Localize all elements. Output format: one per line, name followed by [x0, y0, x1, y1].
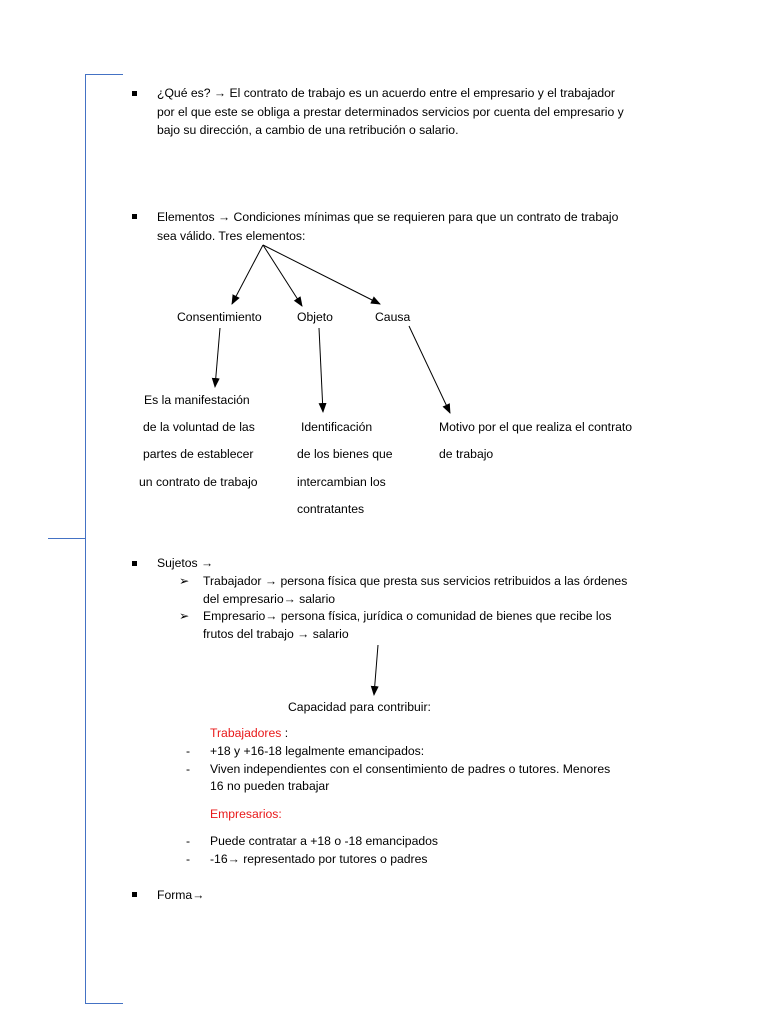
trabajadores-item-1: +18 y +16-18 legalmente emancipados:	[210, 744, 425, 758]
arrow-to-causa	[263, 245, 380, 304]
consentimiento-desc-4: un contrato de trabajo	[139, 475, 258, 489]
dash-icon: -	[186, 762, 191, 776]
dash-icon: -	[186, 852, 191, 866]
bullet-icon	[132, 892, 137, 897]
objeto-desc-4: contratantes	[297, 502, 365, 516]
consentimiento-desc-2: de la voluntad de las	[143, 420, 255, 434]
trabajadores-heading-label: Trabajadores	[210, 726, 282, 740]
empresarios-item-1: Puede contratar a +18 o -18 emancipados	[210, 834, 438, 848]
arrow-objeto-desc	[319, 328, 323, 412]
trabajador-line-1: Trabajador → persona física que presta sus servicios retribuidos a las órdenes	[203, 574, 628, 588]
trabajador-line-2: del empresario→ salario	[203, 592, 336, 606]
definition-line-1: ¿Qué es? → El contrato de trabajo es un acuerdo entre el empresario y el trabajador	[157, 86, 615, 100]
empresario-line-2: frutos del trabajo → salario	[203, 627, 349, 641]
elements-line-1: Elementos → Condiciones mínimas que se requieren para que un contrato de trabajo	[157, 210, 619, 224]
sub-bullet-icon: ➢	[179, 609, 190, 623]
objeto-desc-1: Identificación	[301, 420, 373, 434]
empresario-line-1: Empresario→ persona física, jurídica o comunidad de bienes que recibe los	[203, 609, 612, 623]
trabajadores-item-3: 16 no pueden trabajar	[210, 779, 330, 793]
element-label-objeto: Objeto	[297, 310, 333, 324]
arrow-to-consentimiento	[232, 245, 263, 304]
forma-title: Forma→	[157, 888, 205, 902]
arrow-to-capacidad	[374, 645, 378, 695]
element-label-causa: Causa	[375, 310, 411, 324]
arrow-causa-desc	[409, 326, 450, 413]
trabajadores-item-2: Viven independientes con el consentimiento de padres o tutores. Menores	[210, 762, 611, 776]
capacidad-title: Capacidad para contribuir:	[288, 700, 431, 714]
trabajadores-heading-colon: :	[281, 726, 289, 740]
trabajadores-heading	[210, 724, 288, 742]
dash-icon: -	[186, 834, 191, 848]
definition-line-2: por el que este se obliga a prestar determinados servicios por cuenta del empresario y	[157, 105, 624, 119]
consentimiento-desc-3: partes de establecer	[143, 447, 254, 461]
sujetos-title: Sujetos →	[157, 556, 214, 570]
dash-icon: -	[186, 744, 191, 758]
objeto-desc-3: intercambian los	[297, 475, 386, 489]
element-label-consentimiento: Consentimiento	[177, 310, 262, 324]
definition-line-3: bajo su dirección, a cambio de una retribución o salario.	[157, 123, 459, 137]
arrow-consentimiento-desc	[215, 328, 220, 387]
consentimiento-desc-1: Es la manifestación	[144, 393, 250, 407]
elements-line-2: sea válido. Tres elementos:	[157, 229, 306, 243]
objeto-desc-2: de los bienes que	[297, 447, 393, 461]
empresarios-item-2: -16→ representado por tutores o padres	[210, 852, 428, 866]
bullet-icon	[132, 561, 137, 566]
empresarios-heading: Empresarios:	[210, 807, 282, 821]
sub-bullet-icon: ➢	[179, 574, 190, 588]
causa-desc-2: de trabajo	[439, 447, 494, 461]
causa-desc-1: Motivo por el que realiza el contrato	[439, 420, 633, 434]
arrow-to-objeto	[263, 245, 302, 306]
